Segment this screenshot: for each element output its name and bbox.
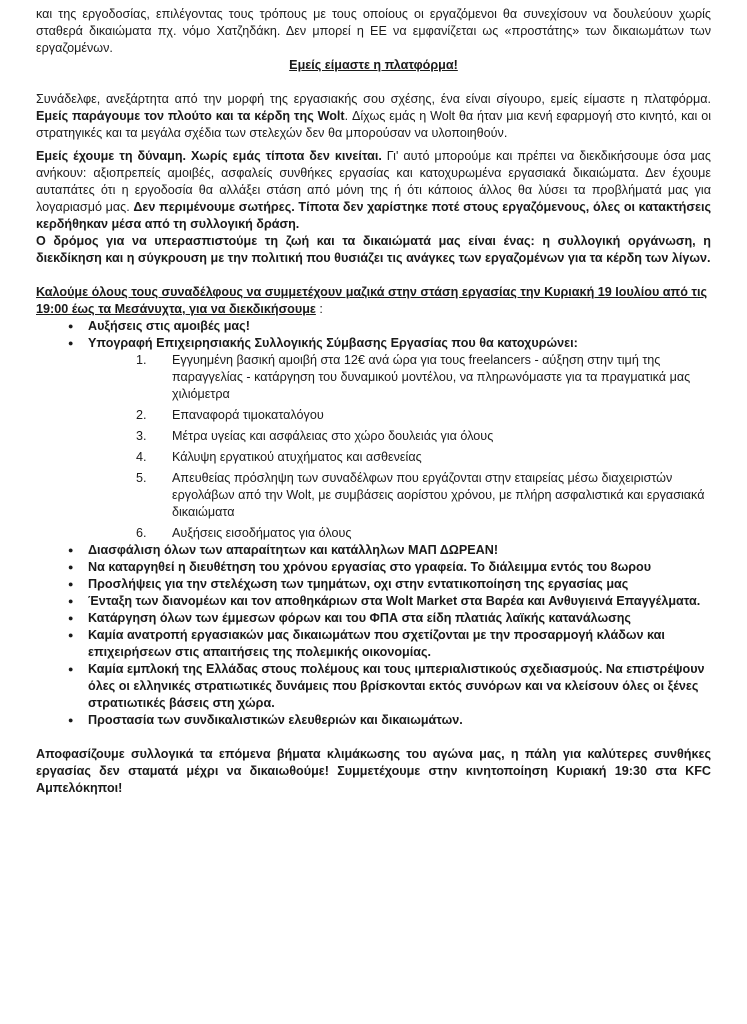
call-to-action-text: Καλούμε όλους τους συναδέλφους να συμμετέχουν μαζικά στην στάση εργασίας την Κυριακή 19 Ιουλίου από τις 19:00 έως τα Μεσάνυχτα, για να διεκδικήσουμε xyxy=(36,285,708,316)
demand-item xyxy=(68,712,711,729)
demand-text: Καμία ανατροπή εργασιακών μας δικαιωμάτων που σχετίζονται με την προσαρμογή κλάδων και επιχειρήσεων στις απαιτήσεις της πολεμικής οικονομίας. xyxy=(88,628,665,659)
term-number: 4. xyxy=(136,450,147,464)
contract-terms-list xyxy=(88,352,711,542)
paragraph-platform-emphasis: Εμείς παράγουμε τον πλούτο και τα κέρδη της Wolt xyxy=(36,109,345,123)
term-text: Απευθείας πρόσληψη των συναδέλφων που εργάζονται στην εταιρείας μέσω διαχειριστών εργολάβων από την Wolt, με συμβάσεις αορίστου χρόνου, με πλήρη ασφαλιστικά και εργασιακά δικαιώματα xyxy=(172,471,705,519)
contract-term-item xyxy=(136,470,711,521)
term-text: Επαναφορά τιμοκαταλόγου xyxy=(172,408,324,422)
demands-list xyxy=(36,318,711,729)
demand-item xyxy=(68,335,711,542)
demand-item xyxy=(68,610,711,627)
demand-item xyxy=(68,593,711,610)
demand-item xyxy=(68,318,711,335)
demand-text: Ένταξη των διανομέων και τον αποθηκάριων στα Wolt Market στα Βαρέα και Ανθυγιεινά Επαγγέλματα. xyxy=(88,594,701,608)
term-text: Αυξήσεις εισοδήματος για όλους xyxy=(172,526,352,540)
term-number: 5. xyxy=(136,471,147,485)
demand-text: Προστασία των συνδικαλιστικών ελευθεριών και δικαιωμάτων. xyxy=(88,713,463,727)
demand-text: Αυξήσεις στις αμοιβές μας! xyxy=(88,319,250,333)
demand-text: Κατάργηση όλων των έμμεσων φόρων και του ΦΠΑ στα είδη πλατιάς λαϊκής κατανάλωσης xyxy=(88,611,631,625)
section-heading: Εμείς είμαστε η πλατφόρμα! xyxy=(289,58,458,72)
paragraph-platform-c: . Δίχως εμάς η Wolt θα ήταν μια κενή εφαρμογή στο κινητό, και οι στρατηγικές και τα μεγάλα σχέδια των στελεχών δεν θα μπορούσαν να υλοποιηθούν. xyxy=(36,109,711,140)
paragraph-road: Ο δρόμος για να υπερασπιστούμε τη ζωή και τα δικαιώματά μας είναι ένας: η συλλογική οργάνωση, η διεκδίκηση και η σύγκρουση με την πολιτική που θυσιάζει τις ανάγκες των εργαζομένων για τα κέρδη των λίγων. xyxy=(36,234,711,265)
paragraph-power-b: Γι' αυτό μπορούμε και πρέπει να διεκδικήσουμε όσα μας ανήκουν: αξιοπρεπείς αμοιβές, ασφαλείς συνθήκες εργασίας και κατοχυρωμένα εργασιακά δικαιώματα. Δεν έχουμε αυταπάτες ότι η εργοδοσία θα αλλάξει στάση από μόνη της ή ότι κάποιος άλλος θα λύσει τα προβλήματά μας για λογαριασμό μας. xyxy=(36,149,711,214)
call-to-action xyxy=(36,284,711,318)
paragraph-power xyxy=(36,148,711,233)
term-number: 2. xyxy=(136,408,147,422)
demand-item xyxy=(68,559,711,576)
contract-term-item xyxy=(136,525,711,542)
demand-item xyxy=(68,542,711,559)
contract-term-item xyxy=(136,352,711,403)
intro-paragraph: και της εργοδοσίας, επιλέγοντας τους τρόπους με τους οποίους οι εργαζόμενοι θα συνεχίσουν να δουλεύουν χωρίς σταθερά δικαιώματα πχ. νόμο Χατζηδάκη. Δεν μπορεί η ΕΕ να εμφανίζεται ως «προστάτης» των δικαιωμάτων των εργαζομένων. xyxy=(36,7,711,55)
demand-text: Να καταργηθεί η διευθέτηση του χρόνου εργασίας στο γραφεία. Το διάλειμμα εντός του 8ωρου xyxy=(88,560,652,574)
contract-term-item xyxy=(136,449,711,466)
contract-term-item xyxy=(136,407,711,424)
demand-item xyxy=(68,661,711,712)
demand-text: Διασφάλιση όλων των απαραίτητων και κατάλληλων ΜΑΠ ΔΩΡΕΑΝ! xyxy=(88,543,499,557)
demand-item xyxy=(68,627,711,661)
paragraph-platform xyxy=(36,91,711,142)
term-number: 6. xyxy=(136,526,147,540)
demand-text: Καμία εμπλοκή της Ελλάδας στους πολέμους και τους ιμπεριαλιστικούς σχεδιασμούς. Να επιστρέψουν όλες οι ελληνικές στρατιωτικές δυνάμεις που βρίσκονται εκτός συνόρων και να κλείσουν όλες οι ξένες στρατιωτικές βάσεις στη χώρα. xyxy=(88,662,705,710)
term-text: Μέτρα υγείας και ασφάλειας στο χώρο δουλειάς για όλους xyxy=(172,429,494,443)
closing-paragraph: Αποφασίζουμε συλλογικά τα επόμενα βήματα κλιμάκωσης του αγώνα μας, η πάλη για καλύτερες συνθήκες εργασίας δεν σταματά μέχρι να δικαιωθούμε! Συμμετέχουμε στην κινητοποίηση Κυριακή 19:30 στα KFC Αμπελόκηποι! xyxy=(36,747,711,795)
demand-text: Υπογραφή Επιχειρησιακής Συλλογικής Σύμβασης Εργασίας που θα κατοχυρώνει: xyxy=(88,336,578,350)
paragraph-platform-a: Συνάδελφε, ανεξάρτητα από την μορφή της εργασιακής σου σχέσης, ένα είναι σίγουρο, εμείς είμαστε η πλατφόρμα. xyxy=(36,92,711,106)
contract-term-item xyxy=(136,428,711,445)
demand-text: Προσλήψεις για την στελέχωση των τμημάτων, οχι στην εντατικοποίηση της εργασίας μας xyxy=(88,577,629,591)
paragraph-power-closing: Δεν περιμένουμε σωτήρες. Τίποτα δεν χαρίστηκε ποτέ στους εργαζόμενους, όλες οι κατακτήσεις κερδήθηκαν μέσα από τη συλλογική δράση. xyxy=(36,200,711,231)
term-text: Εγγυημένη βασική αμοιβή στα 12€ ανά ώρα για τους freelancers - αύξηση στην τιμή της παραγγελίας - κατάργηση του δυναμικού μοντέλου, να πληρωνόμαστε για τα πραγματικά μας χιλιόμετρα xyxy=(172,353,691,401)
demand-item xyxy=(68,576,711,593)
paragraph-power-emphasis: Εμείς έχουμε τη δύναμη. Χωρίς εμάς τίποτα δεν κινείται. xyxy=(36,149,382,163)
term-number: 1. xyxy=(136,353,147,367)
call-to-action-suffix: : xyxy=(315,302,323,316)
term-number: 3. xyxy=(136,429,147,443)
term-text: Κάλυψη εργατικού ατυχήματος και ασθενείας xyxy=(172,450,422,464)
